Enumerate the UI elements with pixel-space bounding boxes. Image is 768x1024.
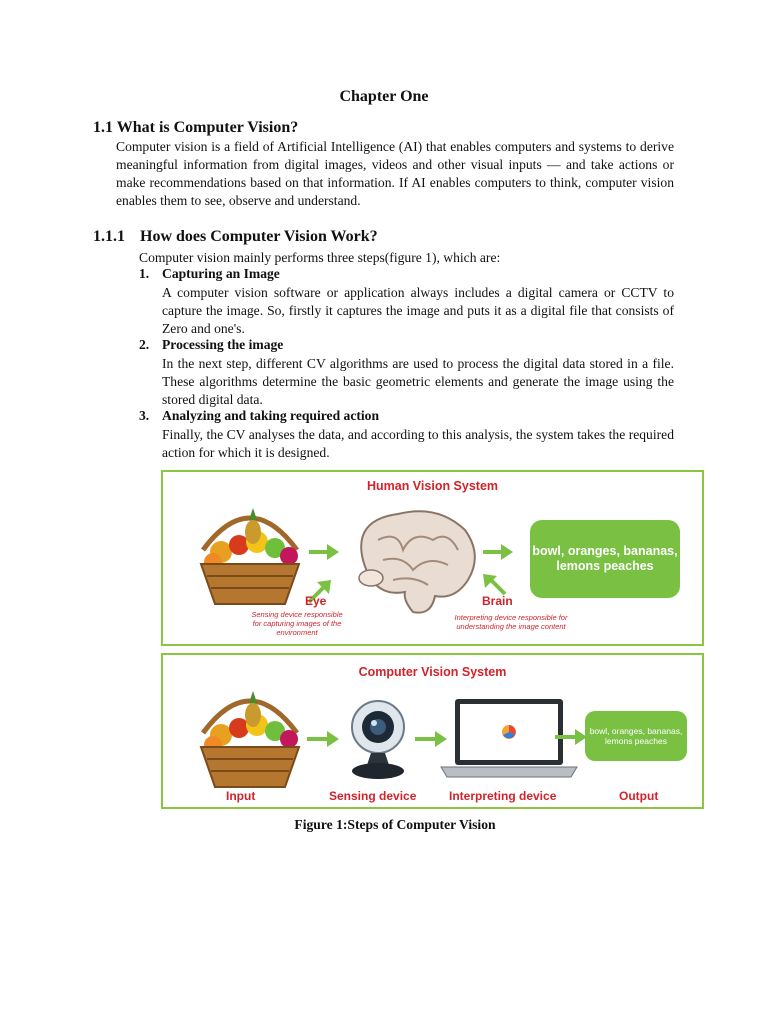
section-heading-1-1: 1.1 What is Computer Vision? <box>93 119 299 136</box>
panel-title: Computer Vision System <box>358 665 507 679</box>
brain-label: Brain <box>482 594 513 608</box>
figure-caption: Figure 1:Steps of Computer Vision <box>294 817 496 832</box>
chapter-title: Chapter One <box>339 88 429 105</box>
output-label: bowl, oranges, bananas, lemons peaches <box>585 711 687 761</box>
step-title: Processing the image <box>162 337 284 352</box>
step-number: 2. <box>139 337 150 352</box>
section-number: 1.1.1 <box>93 228 125 245</box>
sensing-device-label: Sensing device <box>329 789 417 803</box>
step-body: Finally, the CV analyses the data, and according to this analysis, the system takes the required action for which it is designed. <box>162 427 674 460</box>
fruit-basket-icon <box>191 500 309 608</box>
arrow-right-icon <box>483 544 513 560</box>
section-title: How does Computer Vision Work? <box>140 228 378 245</box>
webcam-icon <box>343 697 413 781</box>
step-body: A computer vision software or application always includes a digital camera or CCTV to capture the image. So, firstly it captures the image and puts it as a digital file that consists of Zero and one's. <box>162 285 674 336</box>
human-vision-panel <box>161 470 704 646</box>
step-number: 1. <box>139 266 150 281</box>
arrow-right-icon <box>555 729 587 745</box>
eye-label: Eye <box>305 594 327 608</box>
interpreting-device-label: Interpreting device <box>449 789 557 803</box>
section-intro: Computer vision mainly performs three steps(figure 1), which are: <box>139 250 501 265</box>
output-label: bowl, oranges, bananas, lemons peaches <box>530 520 680 598</box>
arrow-right-icon <box>309 544 339 560</box>
computer-vision-panel <box>161 653 704 809</box>
panel-title: Human Vision System <box>366 479 499 493</box>
eye-description: Sensing device responsible for capturing images of the environment <box>251 610 343 637</box>
step-title: Analyzing and taking required action <box>162 408 380 423</box>
output-caption-label: Output <box>619 789 659 803</box>
fruit-basket-icon <box>191 683 309 791</box>
brain-icon <box>343 500 483 618</box>
section-1-1-paragraph: Computer vision is a field of Artificial Intelligence (AI) that enables computers and systems to derive meaningful information from digital images, videos and other visual inputs — and take actions or make recommendations based on that information. If AI enables computers to think, computer vision enables them to see, observe and understand. <box>116 139 674 208</box>
arrow-right-icon <box>307 731 339 747</box>
step-number: 3. <box>139 408 150 423</box>
step-body: In the next step, different CV algorithms are used to process the digital data stored in a file. These algorithms determine the basic geometric elements and generate the image using the stored digital data. <box>162 356 674 407</box>
arrow-up-left-icon <box>483 574 507 596</box>
input-label: Input <box>226 789 256 803</box>
brain-description: Interpreting device responsible for understanding the image content <box>454 613 568 631</box>
step-title: Capturing an Image <box>162 266 280 281</box>
section-heading-1-1-1 <box>93 228 378 246</box>
